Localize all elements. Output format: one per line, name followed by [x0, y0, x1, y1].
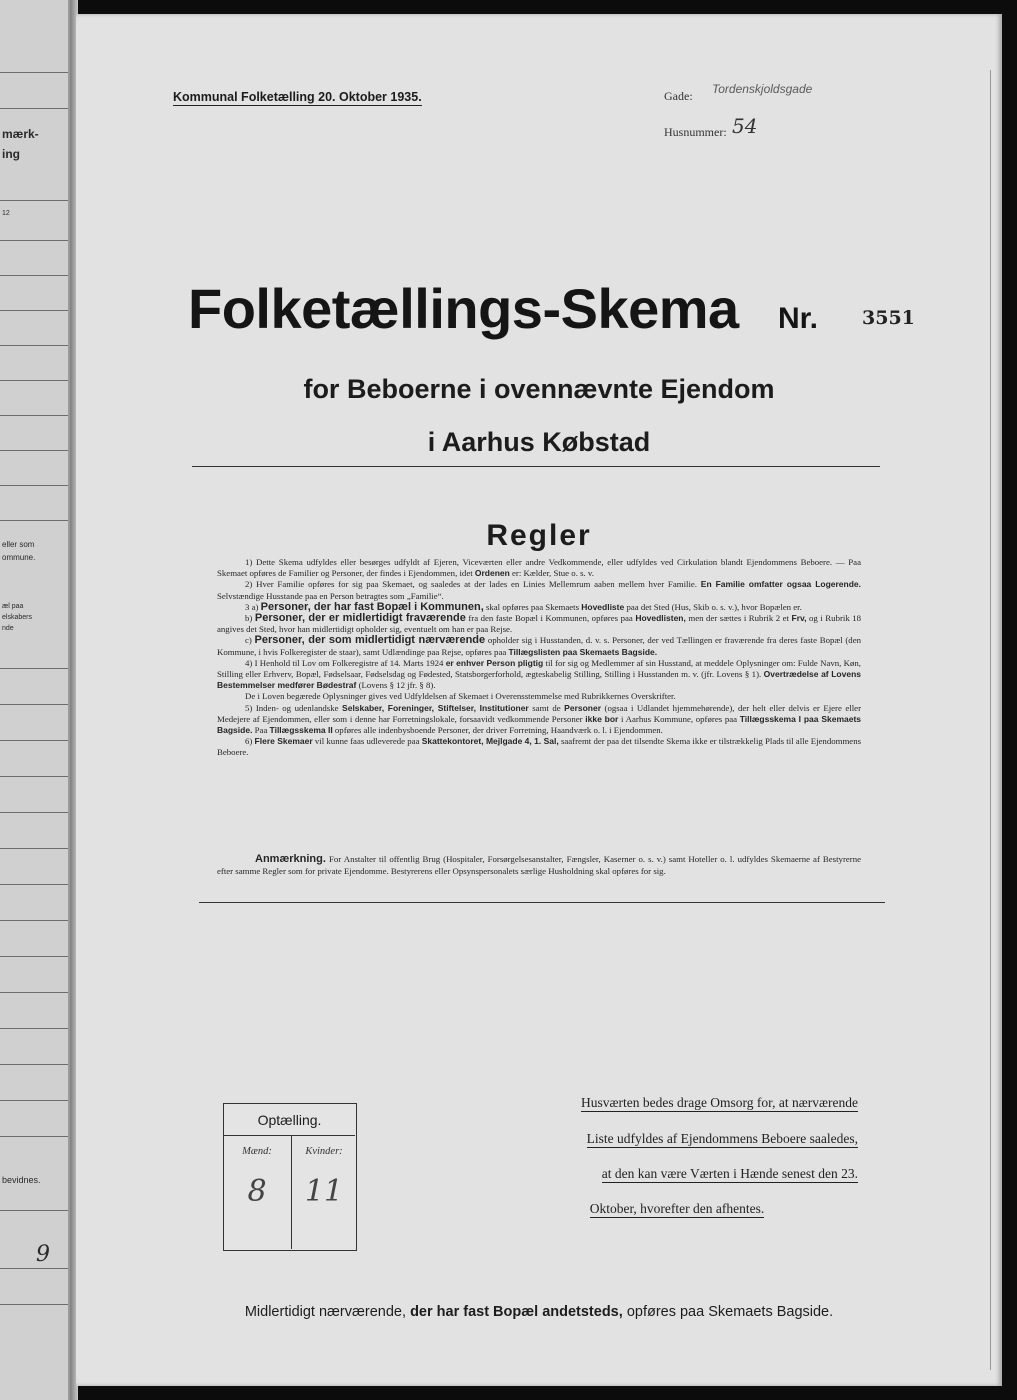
form-nr-label: Nr.	[778, 302, 819, 335]
rule-6: 6) Flere Skemaer vil kunne faas udleverede paa Skattekontoret, Mejlgade 4, 1. Sal, saafremt der paa det tilsendte Skema ikke er tilstrækkelig Plads til alle Ejendommens Beboere.	[217, 736, 862, 758]
left-fragment: æl paa	[2, 603, 24, 610]
left-fragment: ommune.	[2, 553, 36, 562]
remark-text: For Anstalter til offentlig Brug (Hospitaler, Forsørgelsesanstalter, Fængsler, Kaserner o. s. v.) samt Hoteller o. l. udfyldes Skemaerne af Bestyrerne efter samme Regler som for private Ejendomme. Bestyrerens eller Opsynspersonalets særlige Husholdning skal opføres for sig.	[217, 854, 862, 876]
left-fragment: nde	[2, 625, 14, 632]
rule-4-note: De i Loven begærede Oplysninger gives ved Udfyldelsen af Skemaet i Overensstemmelse med Rubrikkernes Overskrifter.	[245, 691, 676, 702]
house-number-label: Husnummer:	[664, 125, 727, 139]
landlord-notice-line: Oktober, hvorefter den afhentes.	[589, 1201, 765, 1216]
remark-label: Anmærkning.	[255, 853, 326, 865]
left-fragment: elskabers	[2, 614, 32, 621]
landlord-notice-line: Husværten bedes drage Omsorg for, at nærværende	[580, 1095, 858, 1110]
tally-title: Optælling.	[224, 1104, 355, 1136]
street-label: Gade:	[664, 89, 693, 103]
previous-page-edge	[0, 0, 70, 1400]
remark-paragraph	[217, 854, 861, 877]
divider	[192, 466, 880, 467]
form-number: 3551	[862, 307, 915, 329]
rule-3b: b) Personer, der er midlertidigt fraværende fra den faste Bopæl i Kommunen, opføres paa Hovedlisten, men der sættes i Rubrik 2 et Frv, og i Rubrik 18 angives det Sted, hvor han midlertidigt opholder sig, eventuelt om han er paa Rejse.	[217, 612, 862, 635]
census-form-page	[76, 14, 1002, 1386]
rules-heading: Regler	[486, 519, 592, 552]
tally-men-value: 8	[247, 1174, 267, 1209]
house-number-value: 54	[732, 114, 758, 138]
tally-women-label: Kvinder:	[305, 1146, 343, 1157]
rule-4: 4) I Henhold til Lov om Folkeregistre af 14. Marts 1924 er enhver Person pligtig til for sig og Medlemmer af sin Husstand, at meddele Oplysninger om: Fulde Navn, Køn, Stilling eller Erhverv, Bopæl, Fødselsaar, Fødselsdag og Fødested, Statsborgerforhold, ægteskabelig Stilling, Stilling i Husstanden m. v. (jfr. Lovens § 1). Overtrædelse af Lovens Bestemmelser medfører Bødestraf (Lovens § 12 jfr. § 8).	[217, 657, 861, 691]
landlord-notice-line: Liste udfyldes af Ejendommens Beboere saaledes,	[586, 1131, 858, 1146]
left-fragment: ing	[2, 147, 20, 161]
rules-text	[217, 557, 861, 759]
census-header: Kommunal Folketælling 20. Oktober 1935.	[173, 90, 422, 104]
left-fragment: eller som	[2, 540, 35, 549]
left-fragment: mærk-	[2, 127, 39, 141]
divider	[199, 902, 885, 903]
street-value: Tordenskjoldsgade	[712, 82, 813, 96]
footer-instruction: Midlertidigt nærværende, der har fast Bopæl andetsteds, opføres paa Skemaets Bagside.	[244, 1304, 834, 1320]
rule-3a: 3 a) Personer, der har fast Bopæl i Kommunen, skal opføres paa Skemaets Hovedliste paa det Sted (Hus, Skib o. s. v.), hvor Bopælen er.	[245, 600, 802, 613]
tally-women-value: 11	[304, 1174, 344, 1209]
form-subtitle: for Beboerne i ovennævnte Ejendom	[303, 374, 775, 404]
left-fragment: bevidnes.	[2, 1175, 41, 1185]
page-edge	[990, 70, 995, 1370]
tally-box	[223, 1103, 357, 1251]
rule-5: 5) Inden- og udenlandske Selskaber, Foreninger, Stiftelser, Institutioner samt de Personer (ogsaa i Udlandet hjemmehørende), der helt eller delvis er Ejere eller Medejere af Ejendommen, eller som i denne har Forretningslokale, forsaavidt vedkommende Personer ikke bor i Aarhus Kommune, opføres paa Tillægsskema I paa Skemaets Bagside. Paa Tillægsskema II opføres alle indenbysboende Personer, der driver Forretning, Haandværk o. l. i Ejendommen.	[217, 702, 862, 736]
rule-1: 1) Dette Skema udfyldes eller besørges udfyldt af Ejeren, Viceværten eller andre Vedkommende, eller udfyldes ved Cirkulation blandt Ejendommens Beboere. — Paa Skemaet opføres de Familier og Personer, der findes i Ejendommen, idet Ordenen er: Kælder, Stue o. s. v.	[217, 557, 861, 579]
rule-3c: c) Personer, der som midlertidigt nærværende opholder sig i Husstanden, d. v. s. Personer, der ved Tællingen er fraværende fra deres faste Bopæl (den Kommune, i hvis Folkeregister de staar), samt Udlændinge paa Rejse, opføres paa Tillægslisten paa Skemaets Bagside.	[217, 634, 862, 657]
rule-2: 2) Hver Familie opføres for sig paa Skemaet, og saaledes at der lades en Linies Mellemrum aaben mellem hver Familie. En Familie omfatter ogsaa Logerende. Selvstændige Husstande paa en Person betragtes som „Familie“.	[217, 579, 862, 601]
tally-men-label: Mænd:	[242, 1146, 272, 1157]
left-fragment: 12	[2, 210, 10, 217]
form-subtitle-city: i Aarhus Købstad	[427, 427, 651, 457]
left-fragment: 9	[36, 1242, 50, 1267]
form-title: Folketællings-Skema	[188, 277, 739, 340]
landlord-notice-line: at den kan være Værten i Hænde senest den 23.	[601, 1166, 858, 1181]
